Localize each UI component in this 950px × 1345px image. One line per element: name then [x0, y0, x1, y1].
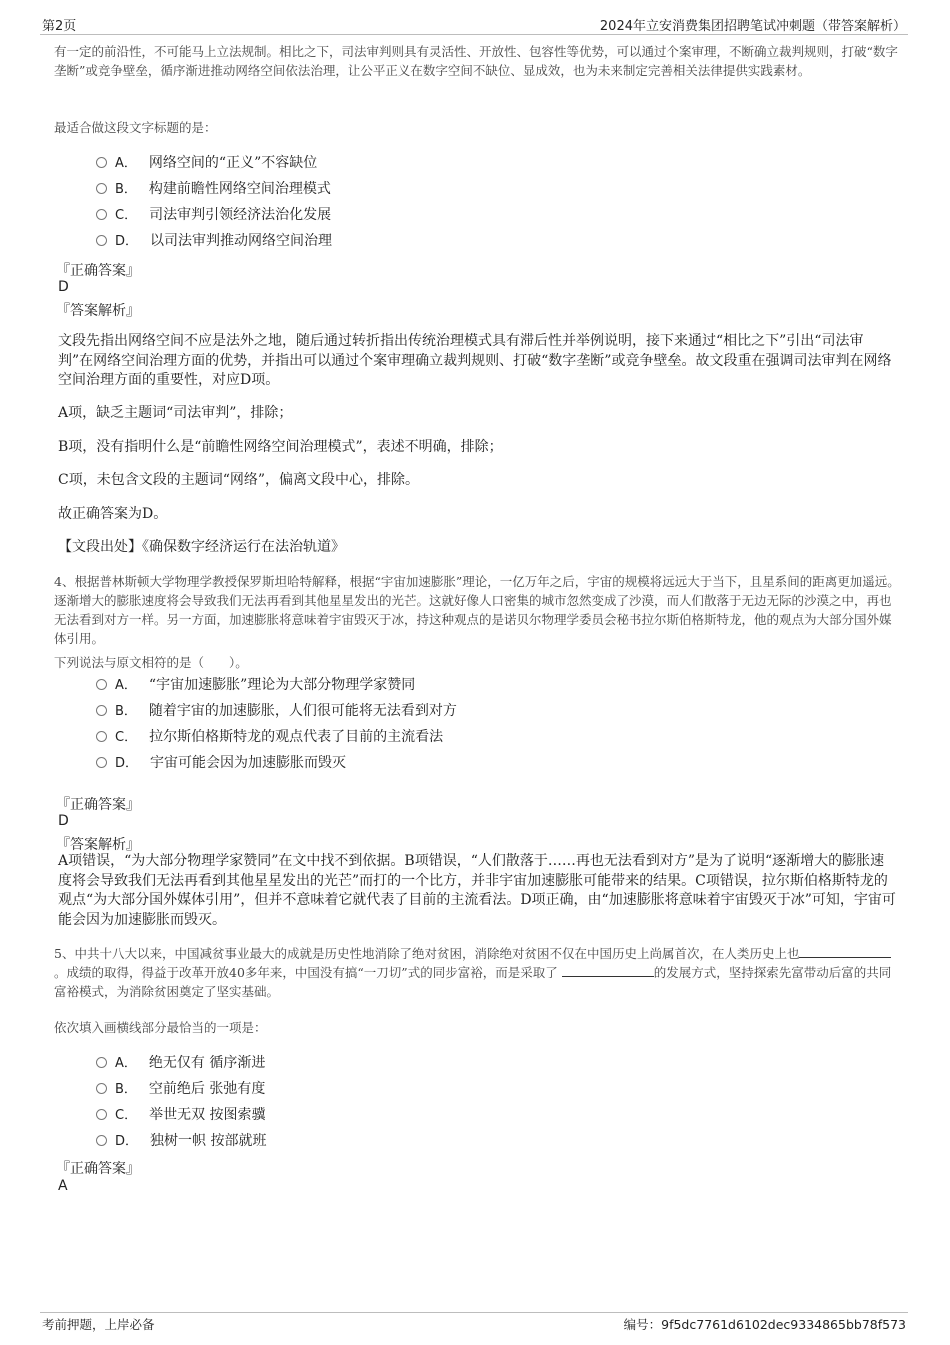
q4-analysis-label: 『答案解析』	[56, 837, 140, 853]
q4-option-c[interactable]: C． 拉尔斯伯格斯特龙的观点代表了目前的主流看法	[96, 726, 443, 748]
blank-line	[799, 945, 891, 958]
q4-option-d[interactable]: D． 宇宙可能会因为加速膨胀而毁灭	[96, 752, 346, 774]
radio-icon[interactable]	[96, 209, 107, 220]
radio-icon[interactable]	[96, 235, 107, 246]
q3-option-a[interactable]: A． 网络空间的“正义”不容缺位	[96, 152, 317, 174]
q3-analysis-a: A项，缺乏主题词“司法审判”，排除；	[58, 405, 293, 421]
document-title: 2024年立安消费集团招聘笔试冲刺题（带答案解析）	[599, 19, 906, 34]
q4-answer-label: 『正确答案』	[56, 797, 140, 813]
q5-option-a[interactable]: A． 绝无仅有 循序渐进	[96, 1052, 265, 1074]
q5-passage: 5、中共十八大以来，中国减贫事业最大的成就是历史性地消除了绝对贫困，消除绝对贫困不仅在中国历史上尚属首次，在人类历史上也。成绩的取得，得益于改革开放40多年来，中国没有搞“一刀切”式的同步富裕，而是采取了 的发展方式，坚持探索先富带动后富的共同富裕模式，为消除贫困奠定了坚实基础。	[54, 946, 892, 999]
radio-icon[interactable]	[96, 183, 107, 194]
q3-analysis: 文段先指出网络空间不应是法外之地，随后通过转折指出传统治理模式具有滞后性并举例说明，接下来通过“相比之下”引出“司法审判”在网络空间治理方面的优势，并指出可以通过个案审理确立裁判规则、打破“数字垄断”或竞争壁垒。故文段重在强调司法审判在网络空间治理方面的重要性，对应D项。	[58, 333, 892, 388]
radio-icon[interactable]	[96, 157, 107, 168]
footer-slogan: 考前押题，上岸必备	[42, 1317, 155, 1332]
q4-option-b[interactable]: B． 随着宇宙的加速膨胀，人们很可能将无法看到对方	[96, 700, 457, 722]
q5-answer-label: 『正确答案』	[56, 1161, 140, 1177]
q3-analysis-label: 『答案解析』	[56, 303, 140, 319]
q5-answer: A	[58, 1178, 68, 1194]
q5-question: 依次填入画横线部分最恰当的一项是：	[54, 1020, 267, 1035]
q3-conclusion: 故正确答案为D。	[58, 506, 168, 522]
radio-icon[interactable]	[96, 757, 107, 768]
q3-analysis-b: B项，没有指明什么是“前瞻性网络空间治理模式”，表述不明确，排除；	[58, 439, 503, 455]
q4-option-a[interactable]: A． “宇宙加速膨胀”理论为大部分物理学家赞同	[96, 674, 415, 696]
radio-icon[interactable]	[96, 1135, 107, 1146]
radio-icon[interactable]	[96, 1057, 107, 1068]
document-code: 编号：9f5dc7761d6102dec9334865bb78f573	[623, 1317, 906, 1332]
q3-option-b[interactable]: B． 构建前瞻性网络空间治理模式	[96, 178, 331, 200]
radio-icon[interactable]	[96, 1083, 107, 1094]
radio-icon[interactable]	[96, 679, 107, 690]
radio-icon[interactable]	[96, 1109, 107, 1120]
q3-question: 最适合做这段文字标题的是：	[54, 120, 217, 135]
q3-option-c[interactable]: C． 司法审判引领经济法治化发展	[96, 204, 331, 226]
q3-passage: 有一定的前沿性，不可能马上立法规制。相比之下，司法审判则具有灵活性、开放性、包容性等优势，可以通过个案审理，不断确立裁判规则，打破“数字垄断”或竞争壁垒，循序渐进推动网络空间依法治理，让公平正义在数字空间不缺位、显成效，也为未来制定完善相关法律提供实践素材。	[54, 44, 898, 78]
q4-question: 下列说法与原文相符的是（ ）。	[54, 655, 248, 670]
q3-answer-label: 『正确答案』	[56, 263, 140, 279]
page-number: 第2页	[42, 19, 77, 34]
q3-analysis-c: C项，未包含文段的主题词“网络”，偏离文段中心，排除。	[58, 472, 420, 488]
q4-analysis: A项错误，“为大部分物理学家赞同”在文中找不到依据。B项错误，“人们散落于……再也无法看到对方”是为了说明“逐渐增大的膨胀速度将会导致我们无法再看到其他星星发出的光芒”而打的一个比方，并非宇宙加速膨胀可能带来的结果。C项错误，拉尔斯伯格斯特龙的观点“为大部分国外媒体引用”，但并不意味着它就代表了目前的主流看法。D项正确，由“加速膨胀将意味着宇宙毁灭于冰”可知，宇宙可能会因为加速膨胀而毁灭。	[58, 853, 896, 928]
q3-answer: D	[58, 279, 69, 295]
radio-icon[interactable]	[96, 731, 107, 742]
q3-source: 【文段出处】《确保数字经济运行在法治轨道》	[58, 539, 345, 555]
q5-option-b[interactable]: B． 空前绝后 张弛有度	[96, 1078, 265, 1100]
page-header	[40, 14, 908, 35]
radio-icon[interactable]	[96, 705, 107, 716]
q5-option-c[interactable]: C． 举世无双 按图索骥	[96, 1104, 266, 1126]
q3-option-d[interactable]: D． 以司法审判推动网络空间治理	[96, 230, 332, 252]
q4-passage: 4、根据普林斯顿大学物理学教授保罗斯坦哈特解释，根据“宇宙加速膨胀”理论，一亿万年之后，宇宙的规模将远远大于当下，且星系间的距离更加遥远。逐渐增大的膨胀速度将会导致我们无法再看到其他星星发出的光芒。这就好像人口密集的城市忽然变成了沙漠，而人们散落于无边无际的沙漠之中，再也无法看到对方一样。另一方面，加速膨胀将意味着宇宙毁灭于冰，持这种观点的是诺贝尔物理学委员会秘书拉尔斯伯格斯特龙，他的观点为大部分国外媒体引用。	[54, 574, 900, 646]
blank-line	[562, 964, 654, 977]
q5-option-d[interactable]: D． 独树一帜 按部就班	[96, 1130, 266, 1152]
page-footer	[40, 1312, 908, 1335]
q4-answer: D	[58, 813, 69, 829]
